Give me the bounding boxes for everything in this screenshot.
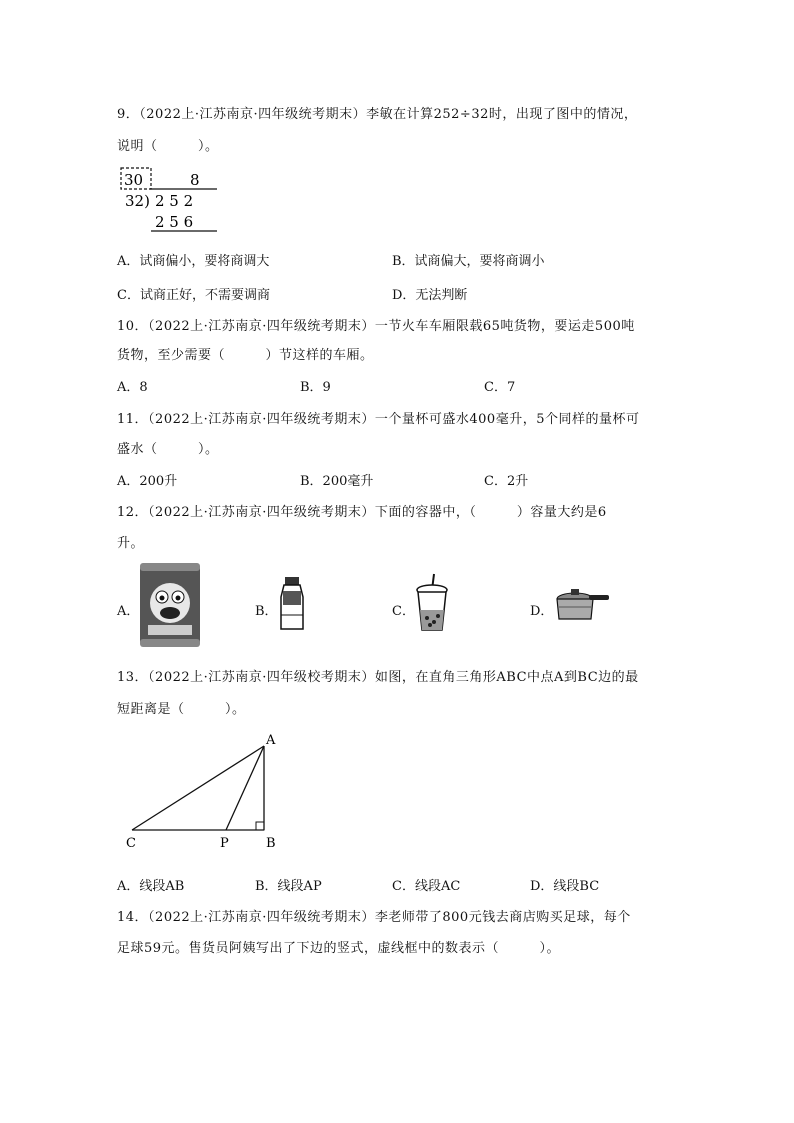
q9-option-c: C．试商正好，不需要调商 xyxy=(117,288,270,303)
q12-stem-line2: 升。 xyxy=(117,536,145,551)
long-division-figure xyxy=(115,165,225,235)
q12-option-d: D． xyxy=(530,604,554,619)
q13-option-a: A．线段AB xyxy=(117,879,185,894)
q10-option-b: B．9 xyxy=(300,380,331,395)
q10-stem-line1: 10．（2022上·江苏南京·四年级统考期末）一节火车车厢限载65吨货物，要运走500吨 xyxy=(117,319,635,334)
q11-stem-line2: 盛水（ ）。 xyxy=(117,442,219,457)
label-a: A xyxy=(266,733,276,748)
q13-option-b: B．线段AP xyxy=(255,879,322,894)
q13-stem-line1: 13．（2022上·江苏南京·四年级校考期末）如图，在直角三角形ABC中点A到BC边的最 xyxy=(117,670,639,685)
q14-stem-line1: 14．（2022上·江苏南京·四年级统考期末）李老师带了800元钱去商店购买足球，每个 xyxy=(117,910,631,925)
q14-stem-line2: 足球59元。售货员阿姨写出了下边的竖式，虚线框中的数表示（ ）。 xyxy=(117,941,561,956)
q9-stem-line1: 9．（2022上·江苏南京·四年级统考期末）李敏在计算252÷32时，出现了图中的情况， xyxy=(117,107,638,122)
product: 2 5 6 xyxy=(155,213,194,231)
quotient-digit: 8 xyxy=(190,171,200,189)
segment-ac xyxy=(132,746,264,830)
drink-can-image xyxy=(138,561,202,649)
q9-option-d: D．无法判断 xyxy=(392,288,468,303)
q10-option-c: C．7 xyxy=(484,380,516,395)
boxed-number: 30 xyxy=(124,171,144,189)
label-b: B xyxy=(266,836,276,851)
q10-stem-line2: 货物，至少需要（ ）节这样的车厢。 xyxy=(117,348,374,363)
divisor: 32) xyxy=(125,192,150,210)
q12-option-c: C． xyxy=(392,604,415,619)
q13-stem-line2: 短距离是（ ）。 xyxy=(117,702,246,717)
q11-option-c: C．2升 xyxy=(484,474,529,489)
q9-option-a: A．试商偏小，要将商调大 xyxy=(117,254,270,269)
q13-option-d: D．线段BC xyxy=(530,879,600,894)
pressure-cooker-image xyxy=(553,585,613,625)
dividend: 2 5 2 xyxy=(155,192,194,210)
label-p: P xyxy=(220,836,229,851)
q10-option-a: A．8 xyxy=(117,380,148,395)
q9-option-b: B．试商偏大，要将商调小 xyxy=(392,254,545,269)
milk-bottle-image xyxy=(277,575,307,633)
q11-option-a: A．200升 xyxy=(117,474,178,489)
q12-option-b: B． xyxy=(255,604,278,619)
label-c: C xyxy=(126,836,136,851)
q11-option-b: B．200毫升 xyxy=(300,474,374,489)
q12-option-a: A． xyxy=(117,604,140,619)
q12-stem-line1: 12．（2022上·江苏南京·四年级统考期末）下面的容器中，（ ）容量大约是6 xyxy=(117,505,607,520)
right-triangle-figure xyxy=(120,728,290,853)
q9-stem-line2: 说明（ ）。 xyxy=(117,139,219,154)
q11-stem-line1: 11．（2022上·江苏南京·四年级统考期末）一个量杯可盛水400毫升，5个同样的量杯可 xyxy=(117,412,640,427)
right-angle-mark xyxy=(256,822,264,830)
bubble-tea-cup-image xyxy=(414,572,450,634)
q13-option-c: C．线段AC xyxy=(392,879,461,894)
